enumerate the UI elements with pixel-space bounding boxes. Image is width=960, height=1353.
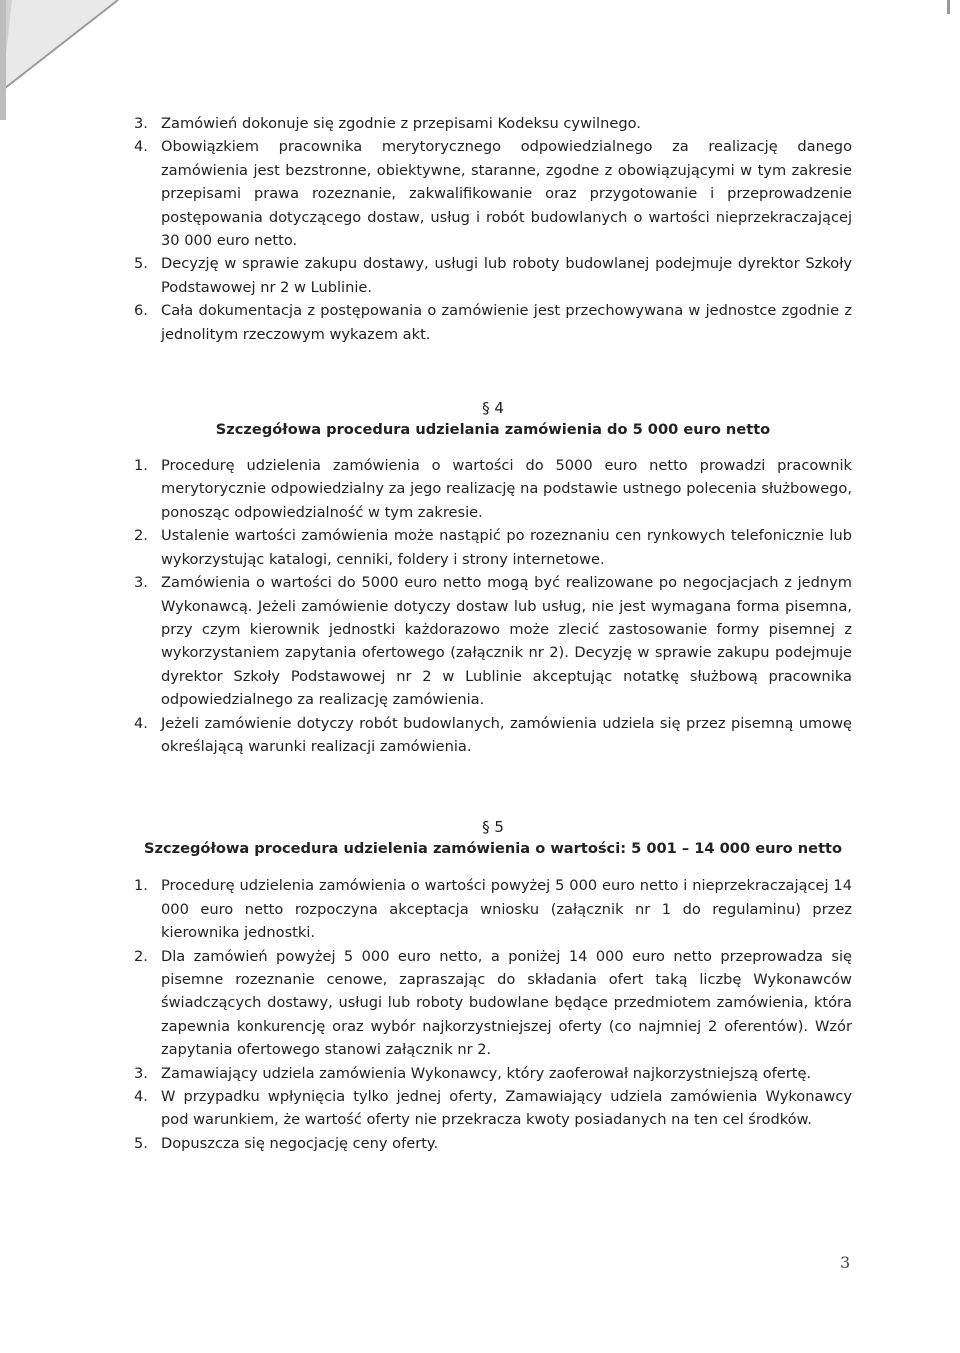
- list-item-text: Cała dokumentacja z postępowania o zamówienie jest przechowywana w jednostce zgodnie z jednolitym rzeczowym wykazem akt.: [161, 302, 852, 343]
- list-item-number: 3.: [134, 1064, 148, 1082]
- list-item: [134, 252, 852, 299]
- list-item: [134, 1132, 852, 1155]
- list-item-number: 1.: [134, 457, 148, 475]
- section-5-heading: [134, 816, 852, 860]
- list-item: [134, 1085, 852, 1132]
- list-item-text: Jeżeli zamówienie dotyczy robót budowlanych, zamówienia udziela się przez pisemną umowę określającą warunki realizacji zamówienia.: [161, 714, 852, 755]
- list-item-number: 1.: [134, 877, 148, 895]
- list-item: [134, 712, 852, 759]
- section-5-list: [134, 874, 852, 1155]
- list-item-text: Zamówienia o wartości do 5000 euro netto mogą być realizowane po negocjacjach z jednym Wykonawcą. Jeżeli zamówienie dotyczy dostaw lub usług, nie jest wymagana forma pisemna, przy czym kierownik jednostki każdorazowo może zlecić zastosowanie formy pisemnej z wykorzystaniem zapytania ofertowego (załącznik nr 2). Decyzję w sprawie zakupu podejmuje dyrektor Szkoły Podstawowej nr 2 w Lublinie akceptując notatkę służbową pracownika odpowiedzialnego za realizację zamówienia.: [161, 574, 852, 709]
- list-item-number: 3.: [134, 115, 148, 132]
- section-title: Szczegółowa procedura udzielania zamówienia do 5 000 euro netto: [215, 421, 771, 439]
- list-item: [134, 874, 852, 944]
- list-item-text: Dopuszcza się negocjację ceny oferty.: [161, 1134, 439, 1152]
- list-item: [134, 945, 852, 1062]
- section-4-heading: [134, 397, 852, 441]
- section-number: § 5: [482, 818, 504, 837]
- list-item-text: Procedurę udzielenia zamówienia o wartości powyżej 5 000 euro netto i nieprzekraczającej 14 000 euro netto rozpoczyna akceptacja wniosku (załącznik nr 1 do regulaminu) przez kierownika jednostki.: [161, 877, 852, 942]
- section-number: § 4: [482, 399, 504, 418]
- list-item-number: 5.: [134, 1134, 148, 1152]
- list-item-text: Dla zamówień powyżej 5 000 euro netto, a poniżej 14 000 euro netto przeprowadza się pisemne rozeznanie cenowe, zapraszając do składania ofert taką liczbę Wykonawców świadczących dostawy, usługi lub roboty budowlane będące przedmiotem zamówienia, która zapewnia konkurencję oraz wybór najkorzystniejszej oferty (co najmniej 2 oferentów). Wzór zapytania ofertowego stanowi załącznik nr 2.: [161, 947, 852, 1059]
- list-item: [134, 112, 852, 135]
- list-item-text: W przypadku wpłynięcia tylko jednej oferty, Zamawiający udziela zamówienia Wykonawcy pod warunkiem, że wartość oferty nie przekracza kwoty posiadanych na ten cel środków.: [161, 1088, 852, 1129]
- list-item-number: 5.: [134, 255, 148, 273]
- list-item-number: 4.: [134, 1088, 148, 1105]
- list-item-number: 2.: [134, 527, 148, 545]
- section-4-list: [134, 454, 852, 758]
- list-item-text: Ustalenie wartości zamówienia może nastąpić po rozeznaniu cen rynkowych telefonicznie lub wykorzystując katalogi, cenniki, foldery i strony internetowe.: [161, 527, 852, 568]
- list-item-text: Obowiązkiem pracownika merytorycznego odpowiedzialnego za realizację danego zamówienia jest bezstronne, obiektywne, staranne, zgodne z obowiązującymi w tym zakresie przepisami prawa rozeznanie, zakwalifikowanie oraz przygotowanie i przeprowadzenie postępowania dotyczącego dostaw, usług i robót budowlanych o wartości nieprzekraczającej 30 000 euro netto.: [161, 138, 852, 250]
- list-item: [134, 1062, 852, 1085]
- list-top: [134, 112, 852, 346]
- scan-corner-shadow: [0, 0, 140, 120]
- list-item-text: Decyzję w sprawie zakupu dostawy, usługi lub roboty budowlanej podejmuje dyrektor Szkoły Podstawowej nr 2 w Lublinie.: [161, 255, 852, 296]
- list-item: [134, 135, 852, 252]
- list-item-text: Procedurę udzielenia zamówienia o wartości do 5000 euro netto prowadzi pracownik merytorycznie odpowiedzialny za jego realizację na podstawie ustnego polecenia służbowego, ponosząc odpowiedzialność w tym zakresie.: [161, 457, 852, 521]
- section-title: Szczegółowa procedura udzielenia zamówienia o wartości: 5 001 – 14 000 euro netto: [143, 840, 843, 858]
- list-item: [134, 571, 852, 711]
- list-item-number: 2.: [134, 947, 148, 965]
- scan-edge-mark: [947, 0, 950, 14]
- list-item: [134, 524, 852, 571]
- list-item: [134, 454, 852, 524]
- list-item-text: Zamówień dokonuje się zgodnie z przepisami Kodeksu cywilnego.: [161, 115, 641, 132]
- list-item-number: 4.: [134, 714, 148, 732]
- page-number: 3: [840, 1253, 851, 1272]
- list-item-text: Zamawiający udziela zamówienia Wykonawcy, który zaoferował najkorzystniejszą ofertę.: [161, 1064, 812, 1082]
- list-item: [134, 299, 852, 346]
- list-item-number: 4.: [134, 138, 148, 156]
- list-item-number: 3.: [134, 574, 148, 592]
- list-item-number: 6.: [134, 302, 148, 320]
- document-page: [134, 112, 852, 1155]
